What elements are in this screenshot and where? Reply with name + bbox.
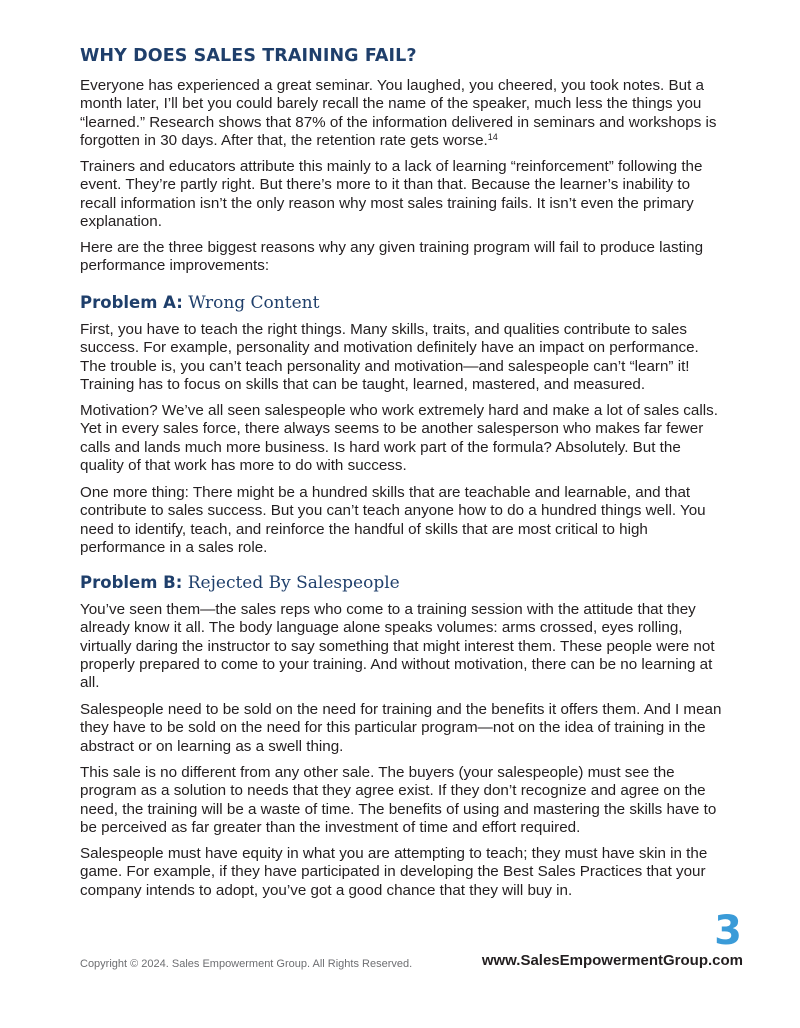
problem-b-title: Rejected By Salespeople — [182, 573, 400, 593]
footnote-marker[interactable]: 14 — [487, 131, 498, 142]
intro-paragraph-1-text: Everyone has experienced a great seminar. You laughed, you cheered, you took notes. But a month later, I’ll bet you could barely recall the name of the speaker, much less the things you “learned.” Research shows that 87% of the information delivered in seminars and workshops is forgotten in 30 days. After that, the retention rate gets worse. — [80, 77, 717, 149]
problem-a-paragraph-1-text: First, you have to teach the right things. Many skills, traits, and qualities contribute to sales success. For example, personality and motivation definitely have an impact on performance. The trouble is, you can’t teach personality and motivation—and salespeople can’t “learn” it! Training has to focus on skills that can be taught, learned, mastered, and measured. — [80, 321, 699, 393]
problem-b-paragraph-4-text: Salespeople must have equity in what you are attempting to teach; they must have skin in the game. For example, if they have participated in developing the Best Sales Practices that your company intends to adopt, you’ve got a good chance that they will buy in. — [80, 845, 708, 899]
intro-paragraph-3-text: Here are the three biggest reasons why any given training program will fail to produce lasting performance improvements: — [80, 239, 704, 275]
problem-b-paragraph-4 — [80, 845, 728, 900]
website-link[interactable]: www.SalesEmpowermentGroup.com — [481, 952, 743, 969]
page-number: 3 — [714, 908, 742, 954]
problem-b-paragraph-1 — [80, 601, 728, 692]
problem-a-paragraph-2-text: Motivation? We’ve all seen salespeople who work extremely hard and make a lot of sales calls. Yet in every sales force, there always seems to be another salesperson who makes far fewer calls and lands much more business. Is hard work part of the formula? Absolutely. But the quality of that work has more to do with success. — [80, 402, 718, 474]
problem-a-heading — [80, 293, 728, 313]
problem-a-label: Problem A: — [80, 293, 183, 312]
problem-b-paragraph-2 — [80, 701, 728, 756]
problem-a-paragraph-3 — [80, 484, 728, 557]
copyright-notice: Copyright © 2024. Sales Empowerment Group. All Rights Reserved. — [80, 958, 413, 970]
intro-paragraph-3 — [80, 239, 728, 276]
problem-a-paragraph-1 — [80, 321, 728, 394]
problem-a-title: Wrong Content — [182, 293, 320, 313]
intro-paragraph-1 — [80, 77, 728, 150]
problem-b-paragraph-2-text: Salespeople need to be sold on the need for training and the benefits it offers them. And I mean they have to be sold on the need for this particular program—not on the idea of training in the abstract or on learning as a swell thing. — [80, 701, 722, 755]
problem-b-paragraph-3 — [80, 764, 728, 837]
problem-b-paragraph-1-text: You’ve seen them—the sales reps who come to a training session with the attitude that they already know it all. The body language alone speaks volumes: arms crossed, eyes rolling, virtually daring the instructor to say something that might interest them. These people were not properly prepared to come to your training. And without motivation, there can be no learning at all. — [80, 601, 715, 692]
problem-b-heading — [80, 573, 728, 593]
problem-a-paragraph-2 — [80, 402, 728, 475]
intro-paragraph-2 — [80, 158, 728, 231]
intro-paragraph-2-text: Trainers and educators attribute this mainly to a lack of learning “reinforcement” following the event. They’re partly right. But there’s more to it than that. Because the learner’s inability to recall information isn’t the only reason why most sales training fails. It isn’t even the primary explanation. — [80, 158, 703, 230]
problem-b-paragraph-3-text: This sale is no different from any other sale. The buyers (your salespeople) must see the program as a solution to needs that they agree exist. If they don’t recognize and agree on the need, the training will be a waste of time. The benefits of using and mastering the skills have to be perceived as far greater than the investment of time and effort required. — [80, 764, 717, 836]
problem-b-label: Problem B: — [80, 573, 183, 592]
problem-a-paragraph-3-text: One more thing: There might be a hundred skills that are teachable and learnable, and that contribute to sales success. But you can’t teach anyone how to do a hundred things well. You need to identify, teach, and reinforce the handful of skills that are most critical to high performance in a sales role. — [80, 484, 706, 556]
section-title: WHY DOES SALES TRAINING FAIL? — [80, 46, 417, 66]
